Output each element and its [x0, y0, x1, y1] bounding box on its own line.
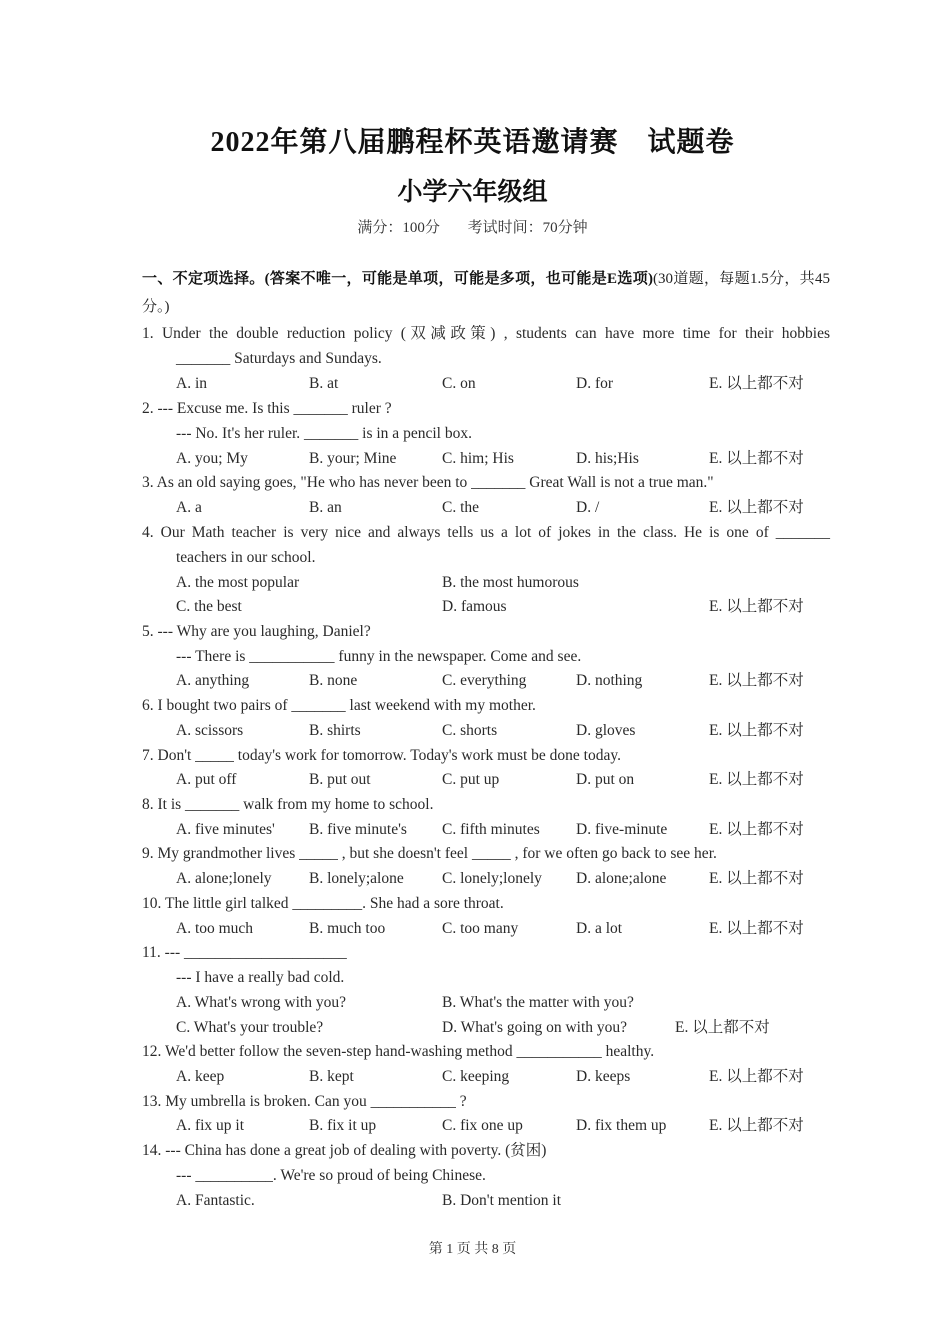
option: A. the most popular	[176, 574, 300, 591]
option: C. lonely;lonely	[442, 870, 542, 887]
option: A. a	[176, 499, 202, 516]
option: B. put out	[309, 771, 371, 788]
option-row	[176, 719, 830, 743]
option: D. for	[576, 375, 614, 392]
option: D. put on	[576, 771, 635, 788]
option: E. 以上都不对	[709, 870, 804, 887]
question-stem: --- No. It's her ruler. _______ is in a pencil box.	[176, 425, 472, 442]
option: E. 以上都不对	[709, 821, 804, 838]
option: B. none	[309, 672, 358, 689]
question-stem: 13. My umbrella is broken. Can you ___________ ?	[142, 1093, 467, 1110]
option: C. shorts	[442, 722, 498, 739]
option-row	[176, 917, 830, 941]
option-row	[176, 1065, 830, 1089]
option: E. 以上都不对	[709, 375, 804, 392]
option: D. What's going on with you?	[442, 1019, 628, 1036]
question-stem: 2. --- Excuse me. Is this _______ ruler ?	[142, 400, 392, 417]
page-number: 第 1 页 共 8 页	[428, 1242, 517, 1257]
option: C. fifth minutes	[442, 821, 540, 838]
option: B. fix it up	[309, 1117, 377, 1134]
question-stem: 4. Our Math teacher is very nice and always tells us a lot of jokes in the class. He is one of _______	[142, 524, 830, 541]
option: C. the best	[176, 598, 242, 615]
question-stem: teachers in our school.	[176, 549, 316, 566]
option: A. alone;lonely	[176, 870, 272, 887]
option: A. keep	[176, 1068, 225, 1085]
option: B. the most humorous	[442, 574, 579, 591]
option: A. anything	[176, 672, 250, 689]
exam-title: 2022年第八届鹏程杯英语邀请赛 试题卷	[210, 127, 735, 158]
option-row	[176, 768, 830, 792]
exam-time: 考试时间：70分钟	[467, 220, 588, 236]
option-row	[176, 1189, 830, 1213]
option: D. famous	[442, 598, 507, 615]
exam-meta	[0, 216, 945, 237]
option: C. too many	[442, 920, 519, 937]
option: D. nothing	[576, 672, 643, 689]
option: B. at	[309, 375, 339, 392]
option: D. alone;alone	[576, 870, 667, 887]
option-row	[176, 571, 830, 595]
option-row	[176, 595, 830, 619]
option-row	[176, 1016, 830, 1040]
option: D. fix them up	[576, 1117, 667, 1134]
option: E. 以上都不对	[709, 722, 804, 739]
option: E. 以上都不对	[709, 450, 804, 467]
option-row	[176, 867, 830, 891]
question-stem: 8. It is _______ walk from my home to school.	[142, 796, 434, 813]
option: E. 以上都不对	[709, 499, 804, 516]
question-stem: 6. I bought two pairs of _______ last weekend with my mother.	[142, 697, 536, 714]
option: D. keeps	[576, 1068, 631, 1085]
question-stem: 10. The little girl talked _________. She had a sore throat.	[142, 895, 504, 912]
option: C. keeping	[442, 1068, 510, 1085]
option-row	[176, 669, 830, 693]
question-stem: 11. --- _____________________	[142, 944, 347, 961]
option: E. 以上都不对	[709, 1068, 804, 1085]
question-stem: --- I have a really bad cold.	[176, 969, 345, 986]
option: E. 以上都不对	[709, 1117, 804, 1134]
option-row	[176, 447, 830, 471]
option: D. his;His	[576, 450, 639, 467]
option: A. Fantastic.	[176, 1192, 255, 1209]
option: E. 以上都不对	[675, 1019, 770, 1036]
option: C. put up	[442, 771, 500, 788]
option: E. 以上都不对	[709, 672, 804, 689]
option: A. put off	[176, 771, 237, 788]
option-row	[176, 372, 830, 396]
question-stem: 7. Don't _____ today's work for tomorrow. Today's work must be done today.	[142, 747, 621, 764]
option: A. you; My	[176, 450, 248, 467]
option: B. five minute's	[309, 821, 407, 838]
option-row	[176, 818, 830, 842]
option: A. scissors	[176, 722, 244, 739]
option-row	[176, 496, 830, 520]
section-heading-rest: (30道题，每题1.5分，共45分。)	[142, 271, 831, 315]
option: C. everything	[442, 672, 527, 689]
question-stem: _______ Saturdays and Sundays.	[176, 350, 382, 367]
option: B. your; Mine	[309, 450, 397, 467]
section-heading	[142, 265, 830, 321]
option: E. 以上都不对	[709, 771, 804, 788]
option: B. an	[309, 499, 342, 516]
option: E. 以上都不对	[709, 598, 804, 615]
option: B. What's the matter with you?	[442, 994, 634, 1011]
option: B. lonely;alone	[309, 870, 404, 887]
option: B. shirts	[309, 722, 361, 739]
option: A. in	[176, 375, 207, 392]
option-row	[176, 991, 830, 1015]
option: C. the	[442, 499, 480, 516]
option: B. much too	[309, 920, 386, 937]
option: B. Don't mention it	[442, 1192, 562, 1209]
option: D. /	[576, 499, 600, 516]
full-marks: 满分：100分	[357, 220, 440, 236]
question-stem: --- __________. We're so proud of being Chinese.	[176, 1167, 486, 1184]
option: D. five-minute	[576, 821, 668, 838]
section-heading-bold: 一、不定项选择。(答案不唯一，可能是单项，可能是多项，也可能是E选项)	[142, 271, 654, 287]
option: D. gloves	[576, 722, 636, 739]
option: C. fix one up	[442, 1117, 523, 1134]
question-stem: 5. --- Why are you laughing, Daniel?	[142, 623, 371, 640]
option: E. 以上都不对	[709, 920, 804, 937]
exam-subtitle: 小学六年级组	[397, 179, 548, 206]
option-row	[176, 1114, 830, 1138]
option: C. on	[442, 375, 476, 392]
question-stem: 9. My grandmother lives _____ , but she doesn't feel _____ , for we often go back to see her.	[142, 845, 717, 862]
option: C. What's your trouble?	[176, 1019, 324, 1036]
option: A. too much	[176, 920, 254, 937]
option: D. a lot	[576, 920, 623, 937]
option: A. What's wrong with you?	[176, 994, 346, 1011]
option: A. five minutes'	[176, 821, 275, 838]
option: B. kept	[309, 1068, 354, 1085]
question-stem: 1. Under the double reduction policy (双减政策) , students can have more time for their hobbies	[142, 325, 830, 342]
option: A. fix up it	[176, 1117, 245, 1134]
question-stem: 12. We'd better follow the seven-step hand-washing method ___________ healthy.	[142, 1043, 655, 1060]
question-stem: --- There is ___________ funny in the newspaper. Come and see.	[176, 648, 582, 665]
question-stem: 14. --- China has done a great job of dealing with poverty. (贫困)	[142, 1142, 547, 1159]
option: C. him; His	[442, 450, 514, 467]
question-stem: 3. As an old saying goes, "He who has never been to _______ Great Wall is not a true man."	[142, 474, 714, 491]
